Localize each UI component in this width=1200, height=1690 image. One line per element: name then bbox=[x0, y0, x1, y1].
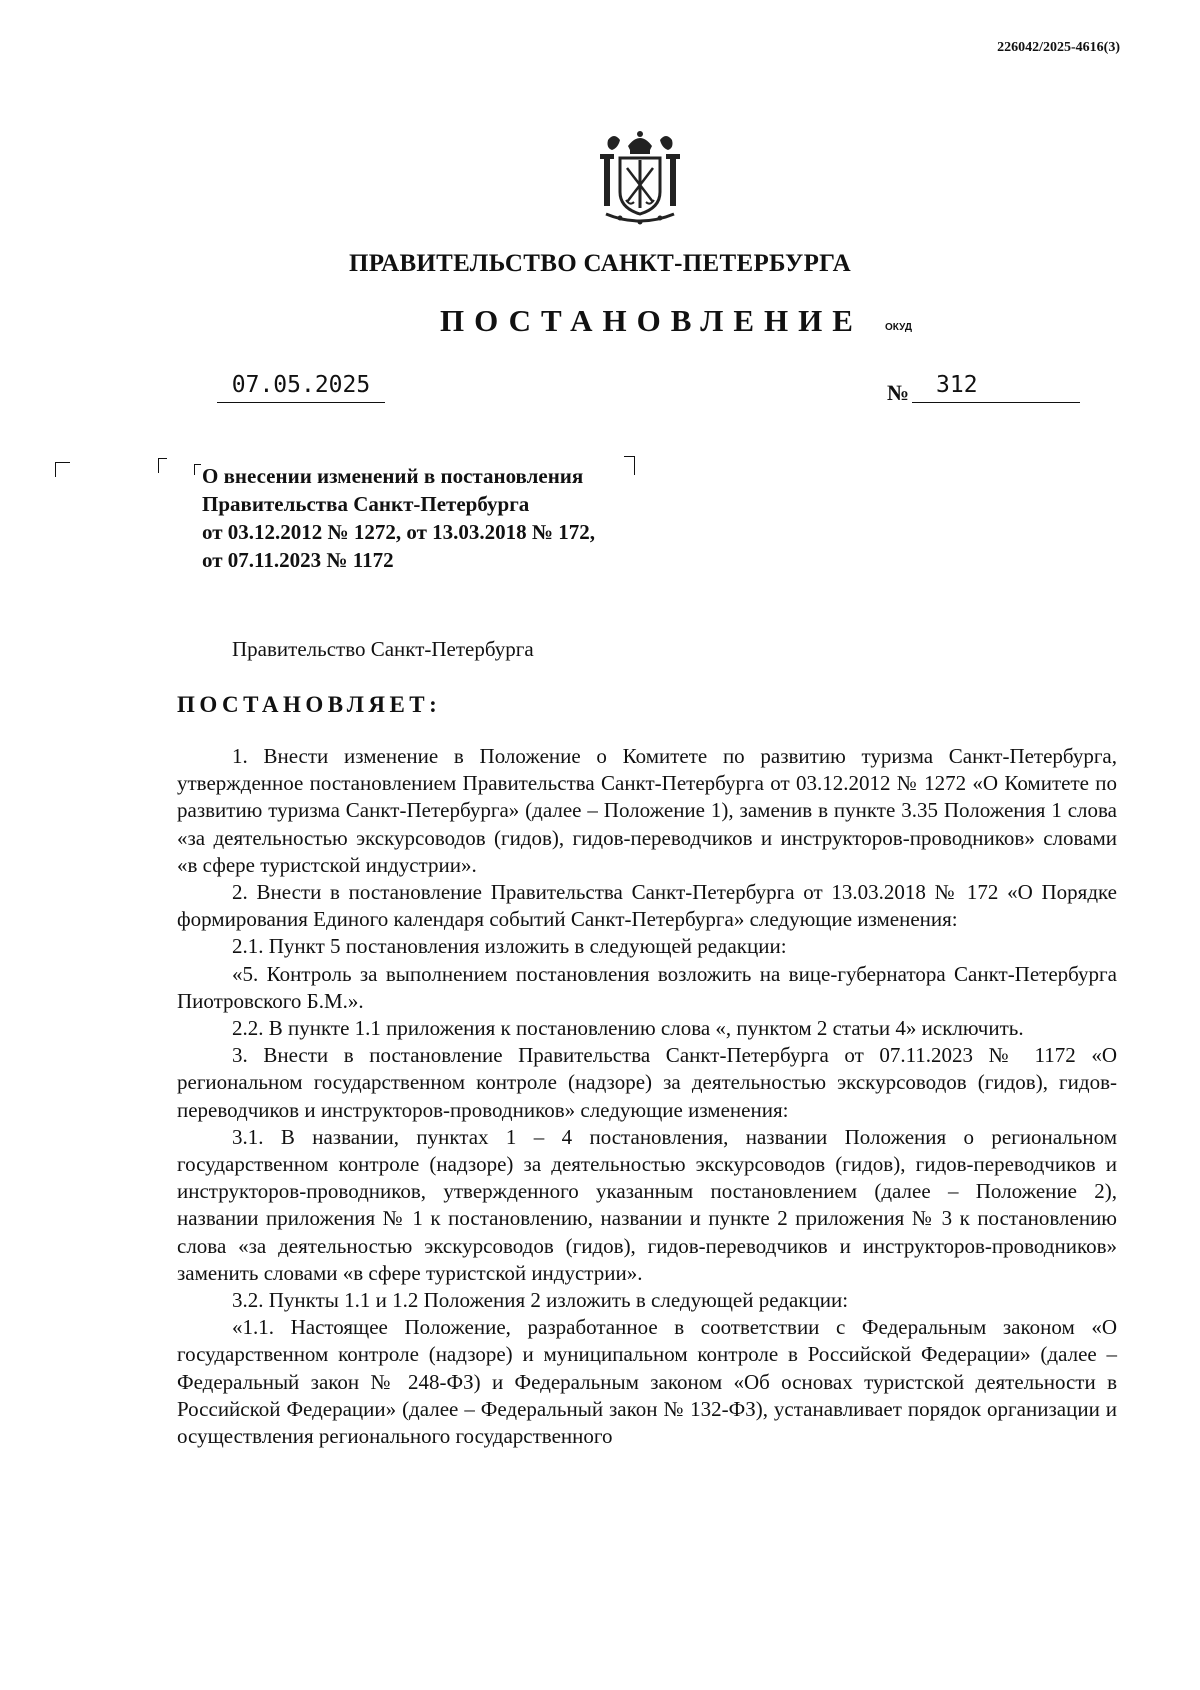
subject-line: от 03.12.2012 № 1272, от 13.03.2018 № 172, bbox=[202, 520, 596, 544]
body-paragraph: «5. Контроль за выполнением постановления возложить на вице-губернатора Санкт-Петербурга Пиотровского Б.М.». bbox=[177, 961, 1117, 1013]
body-paragraph: 3. Внести в постановление Правительства Санкт-Петербурга от 07.11.2023 № 1172 «О региональном государственном контроле (надзоре) за деятельностью экскурсоводов (гидов), гидов-переводчиков и инструкторов-проводников» следующие изменения: bbox=[177, 1043, 1117, 1122]
document-id: 226042/2025-4616(3) bbox=[997, 40, 1120, 55]
subject-corner-mark bbox=[194, 464, 201, 475]
body-paragraph: 3.2. Пункты 1.1 и 1.2 Положения 2 изложить в следующей редакции: bbox=[232, 1288, 849, 1313]
subject-corner-mark bbox=[158, 458, 167, 473]
body-paragraph: «1.1. Настоящее Положение, разработанное в соответствии с Федеральным законом «О государственном контроле (надзоре) и муниципальном контроле в Российской Федерации» (далее – Федеральный закон № 248-ФЗ) и Федеральным законом «Об основах туристской деятельности в Российской Федерации» (далее – Федеральный закон № 132-ФЗ), устанавливает порядок организации и осуществления регионального государственного bbox=[177, 1315, 1117, 1449]
coat-of-arms-icon bbox=[590, 128, 690, 228]
body-paragraph: 3.1. В названии, пунктах 1 – 4 постановления, названии Положения о региональном государственном контроле (надзоре) за деятельностью экскурсоводов (гидов), гидов-переводчиков и инструкторов-проводников, утвержденного указанным постановлением (далее – Положение 2), названии приложения № 1 к постановлению, названии и пункте 2 приложения № 3 к постановлению слова «за деятельностью экскурсоводов (гидов), гидов-переводчиков и инструкторов-проводников» заменить словами «в сфере туристской индустрии». bbox=[177, 1124, 1117, 1285]
subject-line: О внесении изменений в постановления bbox=[202, 464, 584, 488]
decree-number: 312 bbox=[912, 372, 1080, 403]
decree-date: 07.05.2025 bbox=[217, 372, 385, 403]
margin-corner-mark bbox=[55, 462, 70, 477]
subject-line: Правительства Санкт-Петербурга bbox=[202, 492, 530, 516]
decree-body bbox=[177, 743, 1117, 1450]
body-paragraph: 1. Внести изменение в Положение о Комитете по развитию туризма Санкт-Петербурга, утвержденное постановлением Правительства Санкт-Петербурга от 03.12.2012 № 1272 «О Комитете по развитию туризма Санкт-Петербурга» (далее – Положение 1), заменив в пункте 3.35 Положения 1 слова «за деятельностью экскурсоводов (гидов), гидов-переводчиков и инструкторов-проводников» словами «в сфере туристской индустрии». bbox=[177, 744, 1117, 877]
decree-subject bbox=[202, 462, 722, 574]
body-paragraph: 2. Внести в постановление Правительства Санкт-Петербурга от 13.03.2018 № 172 «О Порядке формирования Единого календаря событий Санкт-Петербурга» следующие изменения: bbox=[177, 880, 1117, 932]
okud-label: ОКУД bbox=[885, 322, 912, 333]
body-paragraph: 2.2. В пункте 1.1 приложения к постановлению слова «, пунктом 2 статьи 4» исключить. bbox=[232, 1016, 1024, 1041]
intro-text: Правительство Санкт-Петербурга bbox=[232, 637, 534, 661]
resolves-heading: ПОСТАНОВЛЯЕТ: bbox=[177, 692, 442, 717]
subject-line: от 07.11.2023 № 1172 bbox=[202, 548, 394, 572]
decree-title: ПОСТАНОВЛЕНИЕ bbox=[440, 303, 863, 338]
body-paragraph: 2.1. Пункт 5 постановления изложить в следующей редакции: bbox=[232, 934, 787, 959]
number-label: № bbox=[887, 380, 910, 405]
government-title: ПРАВИТЕЛЬСТВО САНКТ-ПЕТЕРБУРГА bbox=[348, 250, 852, 277]
